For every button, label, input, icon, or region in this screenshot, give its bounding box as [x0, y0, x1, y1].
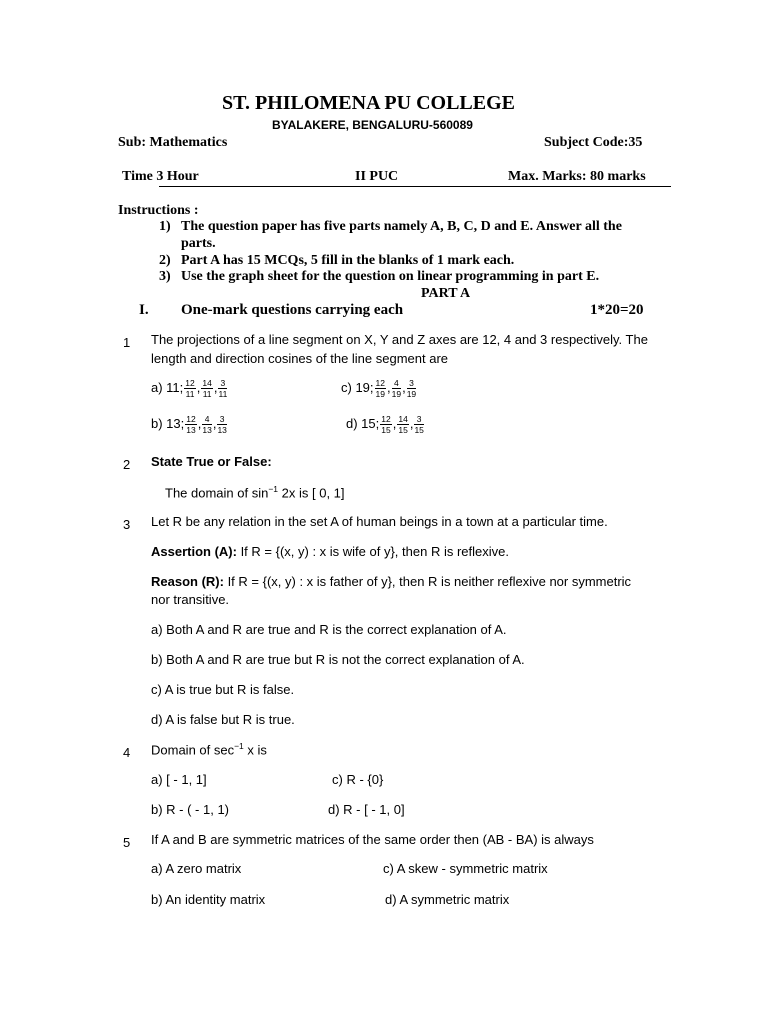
option-d: d) R - [ - 1, 0]: [328, 802, 405, 817]
instruction-text: The question paper has five parts namely A, B, C, D and E. Answer all the: [181, 219, 622, 234]
assertion-line: Assertion (A): If R = {(x, y) : x is wife of y}, then R is reflexive.: [151, 544, 509, 559]
option-prefix: b) 13;: [151, 415, 185, 431]
subject-code: Subject Code:35: [544, 135, 643, 150]
instruction-number: 3): [159, 269, 171, 284]
option-d: d) A is false but R is true.: [151, 712, 295, 727]
class-name: II PUC: [355, 169, 399, 184]
option-b: b) Both A and R are true but R is not the correct explanation of A.: [151, 652, 525, 667]
fraction: $\frac{12}{19}$: [375, 378, 385, 399]
reason-line: Reason (R): If R = {(x, y) : x is father of y}, then R is neither reflexive nor symmetric: [151, 574, 632, 589]
section-number: I.: [139, 302, 149, 318]
option-d: d) A symmetric matrix: [385, 892, 510, 907]
max-marks: Max. Marks: 80 marks: [508, 169, 646, 184]
fraction: $\frac{4}{19}$: [391, 378, 402, 399]
question-statement: If A and B are symmetric matrices of the same order then (AB - BA) is always: [151, 832, 594, 847]
reason-line-cont: nor transitive.: [151, 592, 230, 607]
question-number: 2: [123, 457, 131, 472]
fraction: $\frac{12}{11}$: [185, 378, 195, 399]
fraction: $\frac{12}{15}$: [381, 414, 391, 435]
fraction: $\frac{14}{11}$: [202, 378, 212, 399]
option-prefix: c) 19;: [341, 379, 374, 395]
instruction-number: 1): [159, 219, 171, 234]
question-text: The projections of a line segment on X, Y and Z axes are 12, 4 and 3 respectively. The: [151, 332, 648, 347]
option-a: a) [ - 1, 1]: [151, 772, 207, 787]
fraction: $\frac{14}{15}$: [398, 414, 408, 435]
option-b: b) 13; $\frac{12}{13}$ , $\frac{4}{13}$ , $\frac{3}{13}$: [151, 414, 227, 435]
option-prefix: d) 15;: [346, 415, 380, 431]
instruction-text: Part A has 15 MCQs, 5 fill in the blanks of 1 mark each.: [181, 253, 515, 268]
college-address: BYALAKERE, BENGALURU-560089: [272, 118, 473, 132]
fraction: $\frac{3}{13}$: [217, 414, 227, 435]
question-number: 1: [123, 335, 131, 350]
option-a: a) 11; $\frac{12}{11}$ , $\frac{14}{11}$ , $\frac{3}{11}$: [151, 378, 228, 399]
question-number: 4: [123, 745, 131, 760]
fraction: $\frac{3}{15}$: [414, 414, 424, 435]
question-title: State True or False:: [151, 454, 272, 469]
option-c: c) A is true but R is false.: [151, 682, 295, 697]
instruction-number: 2): [159, 253, 171, 268]
exam-time: Time 3 Hour: [122, 169, 199, 184]
option-a: a) A zero matrix: [151, 861, 242, 876]
question-text-cont: length and direction cosines of the line segment are: [151, 351, 449, 366]
question-number: 5: [123, 835, 131, 850]
question-number: 3: [123, 517, 131, 532]
option-c: c) R - {0}: [332, 772, 384, 787]
option-c: c) 19; $\frac{12}{19}$ , $\frac{4}{19}$ , $\frac{3}{19}$: [341, 378, 417, 399]
section-marks: 1*20=20: [590, 302, 644, 318]
option-b: b) An identity matrix: [151, 892, 266, 907]
option-b: b) R - ( - 1, 1): [151, 802, 230, 817]
college-name: ST. PHILOMENA PU COLLEGE: [222, 92, 516, 114]
question-statement: The domain of $\sin^{-1} 2x$ is [ 0, 1]: [165, 484, 345, 501]
part-a-heading: PART A: [421, 286, 471, 301]
section-title: One-mark questions carrying each: [181, 302, 404, 318]
fraction: $\frac{4}{13}$: [202, 414, 212, 435]
instruction-text-cont: parts.: [181, 236, 216, 251]
header-rule: [159, 186, 671, 187]
fraction: $\frac{3}{19}$: [406, 378, 417, 399]
question-statement: Domain of $\sec^{-1} x$ is: [151, 741, 267, 758]
fraction: $\frac{3}{11}$: [218, 378, 228, 399]
fraction: $\frac{12}{13}$: [186, 414, 196, 435]
instructions-heading: Instructions :: [118, 203, 199, 218]
option-prefix: a) 11;: [151, 379, 184, 395]
subject-name: Sub: Mathematics: [118, 135, 228, 150]
option-d: d) 15; $\frac{12}{15}$ , $\frac{14}{15}$ , $\frac{3}{15}$: [346, 414, 424, 435]
instruction-text: Use the graph sheet for the question on linear programming in part E.: [181, 269, 600, 284]
question-text: Let R be any relation in the set A of human beings in a town at a particular time.: [151, 514, 608, 529]
option-c: c) A skew - symmetric matrix: [383, 861, 548, 876]
option-a: a) Both A and R are true and R is the correct explanation of A.: [151, 622, 507, 637]
